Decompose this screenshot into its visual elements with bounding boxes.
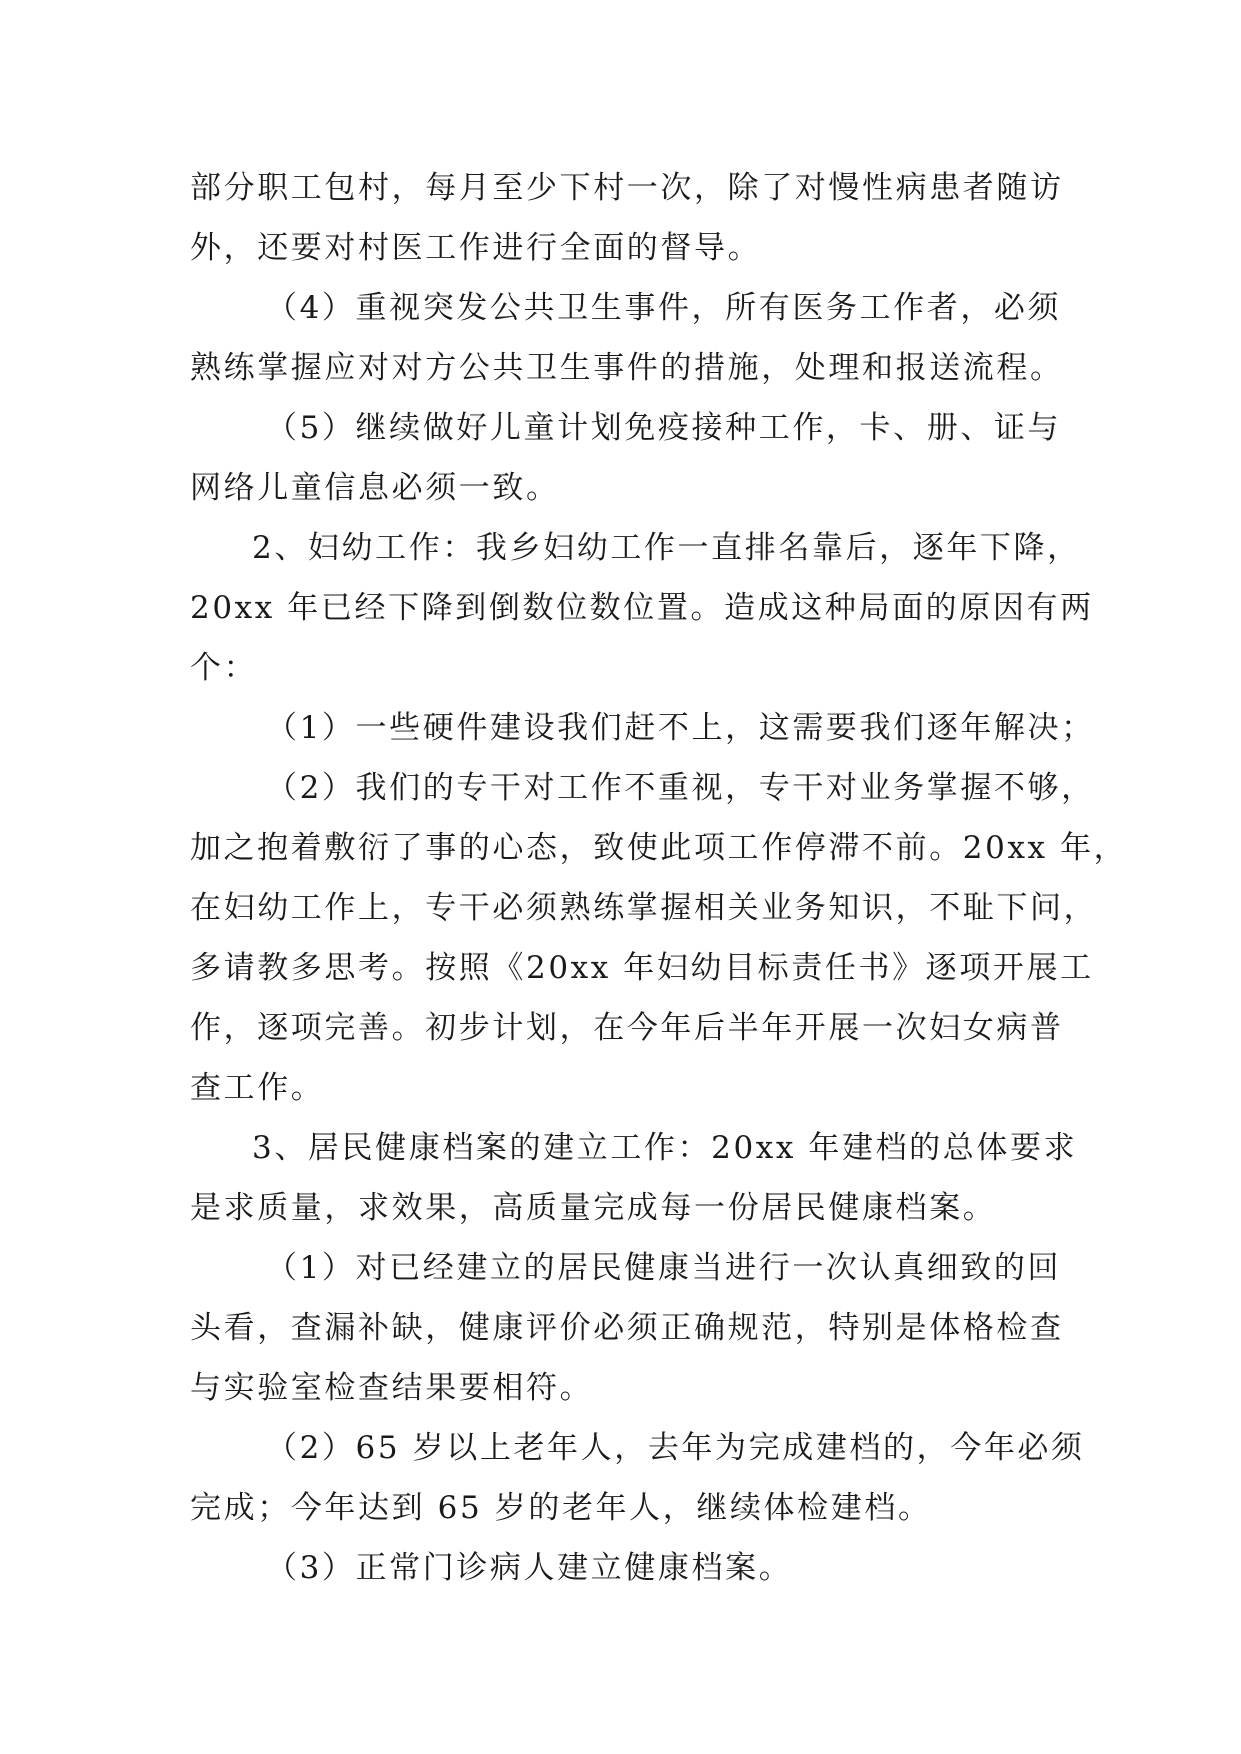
text-line: 多请教多思考。按照《20xx 年妇幼目标责任书》逐项开展工	[190, 950, 1094, 986]
text-line: （5）继续做好儿童计划免疫接种工作，卡、册、证与	[266, 410, 1062, 446]
text-line: （1）一些硬件建设我们赶不上，这需要我们逐年解决；	[266, 710, 1095, 746]
text-line: 网络儿童信息必须一致。	[190, 470, 560, 506]
text-line: 完成；今年达到 65 岁的老年人，继续体检建档。	[190, 1490, 932, 1526]
section-heading-line: 2、妇幼工作：我乡妇幼工作一直排名靠后，逐年下降，	[252, 530, 1081, 566]
text-line: 外，还要对村医工作进行全面的督导。	[190, 230, 762, 266]
text-line: 个：	[190, 650, 258, 686]
text-line: （1）对已经建立的居民健康当进行一次认真细致的回	[266, 1250, 1062, 1286]
text-line: 部分职工包村，每月至少下村一次，除了对慢性病患者随访	[190, 170, 1064, 206]
text-line: 与实验室检查结果要相符。	[190, 1370, 594, 1406]
text-line: （2）65 岁以上老年人，去年为完成建档的，今年必须	[266, 1430, 1085, 1466]
section-heading-line: 3、居民健康档案的建立工作：20xx 年建档的总体要求	[252, 1130, 1078, 1166]
document-body	[190, 158, 1128, 1598]
text-line: 作，逐项完善。初步计划，在今年后半年开展一次妇女病普	[190, 1010, 1064, 1046]
text-line: 加之抱着敷衍了事的心态，致使此项工作停滞不前。20xx 年，	[190, 830, 1128, 866]
text-line: 头看，查漏补缺，健康评价必须正确规范，特别是体格检查	[190, 1310, 1064, 1346]
text-line: 查工作。	[190, 1070, 325, 1106]
text-line: （4）重视突发公共卫生事件，所有医务工作者，必须	[266, 290, 1062, 326]
text-line: 在妇幼工作上，专干必须熟练掌握相关业务知识，不耻下问，	[190, 890, 1098, 926]
text-line: （2）我们的专干对工作不重视，专干对业务掌握不够，	[266, 770, 1095, 806]
text-line: 是求质量，求效果，高质量完成每一份居民健康档案。	[190, 1190, 997, 1226]
text-line: （3）正常门诊病人建立健康档案。	[266, 1550, 793, 1586]
text-line: 20xx 年已经下降到倒数位数位置。造成这种局面的原因有两	[190, 590, 1094, 626]
text-line: 熟练掌握应对对方公共卫生事件的措施，处理和报送流程。	[190, 350, 1064, 386]
